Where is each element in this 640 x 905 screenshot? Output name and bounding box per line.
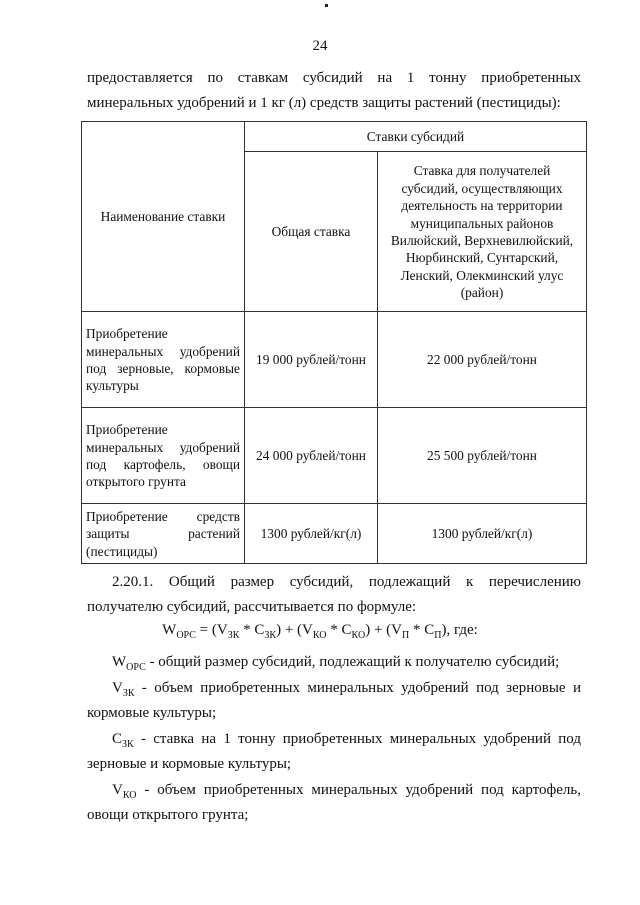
- definition-v-zk-line-1: $V_{ЗК}$ - объем приобретенных минеральных удобрений под зерновые и: [112, 680, 581, 699]
- intro-line-1: предоставляется по ставкам субсидий на 1 тонну приобретенных: [87, 70, 581, 86]
- table-row: [82, 408, 587, 504]
- intro-line-2: минеральных удобрений и 1 кг (л) средств защиты растений (пестициды):: [87, 95, 561, 111]
- row-name: Приобретение средств защиты растений (пестициды): [82, 504, 245, 564]
- subsidy-rates-table: [81, 121, 587, 564]
- row-name: Приобретение минеральных удобрений под зерновые, кормовые культуры: [82, 312, 245, 408]
- table-row: [82, 504, 587, 564]
- row-general: 1300 рублей/кг(л): [245, 504, 378, 564]
- definition-v-zk-line-2: кормовые культуры;: [87, 705, 217, 721]
- subsidy-formula: $W_{ОРС} = (V_{ЗК} * С_{ЗК}) + (V_{КО} * С_{КО}) + (V_П * С_П)$, где:: [162, 622, 478, 641]
- scan-mark: [325, 4, 328, 7]
- table-row: [82, 312, 587, 408]
- header-subsidy-rates: Ставки субсидий: [245, 122, 587, 152]
- row-name: Приобретение минеральных удобрений под картофель, овощи открытого грунта: [82, 408, 245, 504]
- row-special: 25 500 рублей/тонн: [378, 408, 587, 504]
- clause-line-2: получателю субсидий, рассчитывается по формуле:: [87, 599, 417, 615]
- row-general: 24 000 рублей/тонн: [245, 408, 378, 504]
- clause-line-1: 2.20.1. Общий размер субсидий, подлежащий к перечислению: [112, 574, 581, 590]
- definition-v-ko-line-1: $V_{КО}$ - объем приобретенных минеральных удобрений под картофель,: [112, 782, 581, 801]
- definition-v-ko-line-2: овощи открытого грунта;: [87, 807, 249, 823]
- definition-c-zk-line-2: зерновые и кормовые культуры;: [87, 756, 292, 772]
- page-number: 24: [312, 38, 328, 54]
- row-general: 19 000 рублей/тонн: [245, 312, 378, 408]
- header-special-rate: Ставка для получателей субсидий, осуществляющих деятельность на территории муниципальных районов Вилюйский, Верхневилюйский, Нюрбинский, Сунтарский, Ленский, Олекминский улус (район): [378, 152, 587, 312]
- row-special: 1300 рублей/кг(л): [378, 504, 587, 564]
- definition-w-orc: $W_{ОРС}$ - общий размер субсидий, подлежащий к получателю субсидий;: [112, 654, 560, 673]
- definition-c-zk-line-1: $С_{ЗК}$ - ставка на 1 тонну приобретенных минеральных удобрений под: [112, 731, 581, 750]
- header-general-rate: Общая ставка: [245, 152, 378, 312]
- header-rate-name: Наименование ставки: [82, 122, 245, 312]
- row-special: 22 000 рублей/тонн: [378, 312, 587, 408]
